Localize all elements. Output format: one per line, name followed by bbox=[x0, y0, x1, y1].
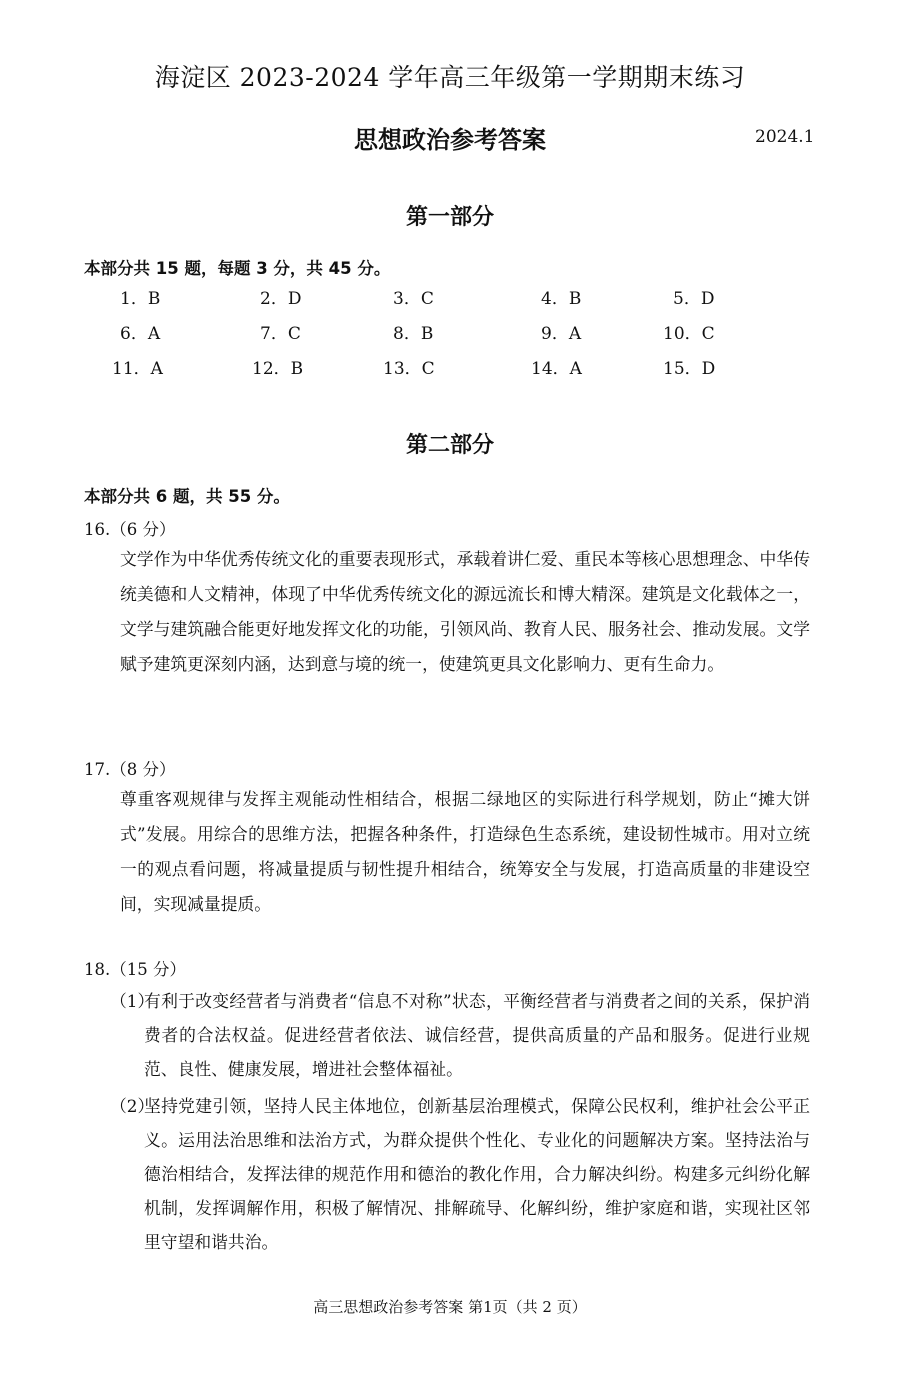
question-18-heading: 18.（15 分） bbox=[84, 960, 186, 979]
question-16-heading: 16.（6 分） bbox=[84, 520, 176, 539]
answer-row bbox=[0, 319, 900, 354]
answer-item: 13．C bbox=[383, 359, 435, 379]
question-18-part-2 bbox=[110, 1089, 810, 1259]
sub-question-mark: （2） bbox=[110, 1096, 155, 1116]
sub-question-answer: 有利于改变经营者与消费者“信息不对称”状态，平衡经营者与消费者之间的关系，保护消费者的合法权益。促进经营者依法、诚信经营，提供高质量的产品和服务。促进行业规范、良性、健康发展，增进社会整体福祉。 bbox=[144, 991, 810, 1079]
answer-item: 4．B bbox=[541, 289, 582, 309]
answer-item: 12．B bbox=[252, 359, 304, 379]
part1-intro: 本部分共 15 题，每题 3 分，共 45 分。 bbox=[84, 259, 391, 278]
question-16-answer: 文学作为中华优秀传统文化的重要表现形式，承载着讲仁爱、重民本等核心思想理念、中华传统美德和人文精神，体现了中华优秀传统文化的源远流长和博大精深。建筑是文化载体之一，文学与建筑融合能更好地发挥文化的功能，引领风尚、教育人民、服务社会、推动发展。文学赋予建筑更深刻内涵，达到意与境的统一，使建筑更具文化影响力、更有生命力。 bbox=[120, 549, 810, 674]
part1-title: 第一部分 bbox=[405, 205, 494, 230]
answer-item: 1．B bbox=[120, 289, 161, 309]
document-title: 海淀区 2023-2024 学年高三年级第一学期期末练习 bbox=[154, 63, 746, 92]
part2-title: 第二部分 bbox=[405, 433, 494, 458]
document-subtitle: 思想政治参考答案 bbox=[354, 126, 546, 154]
answer-item: 6．A bbox=[120, 324, 161, 344]
answer-item: 15．D bbox=[663, 359, 716, 379]
answer-item: 7．C bbox=[260, 324, 301, 344]
answer-item: 3．C bbox=[393, 289, 434, 309]
answer-item: 9．A bbox=[541, 324, 582, 344]
sub-question-mark: （1） bbox=[110, 991, 155, 1011]
question-18-part-1 bbox=[110, 984, 810, 1086]
sub-question-answer: 坚持党建引领，坚持人民主体地位，创新基层治理模式，保障公民权利，维护社会公平正义。运用法治思维和法治方式，为群众提供个性化、专业化的问题解决方案。坚持法治与德治相结合，发挥法律的规范作用和德治的教化作用，合力解决纠纷。构建多元纠纷化解机制，发挥调解作用，积极了解情况、排解疏导、化解纠纷，维护家庭和谐，实现社区邻里守望和谐共治。 bbox=[144, 1096, 810, 1252]
part2-intro: 本部分共 6 题，共 55 分。 bbox=[84, 487, 290, 506]
answer-item: 8．B bbox=[393, 324, 434, 344]
answer-item: 5．D bbox=[673, 289, 715, 309]
answer-item: 14．A bbox=[531, 359, 582, 379]
answer-item: 11．A bbox=[112, 359, 163, 379]
answer-item: 10．C bbox=[663, 324, 715, 344]
page-footer: 高三思想政治参考答案 第1页（共 2 页） bbox=[313, 1298, 587, 1316]
question-17-answer: 尊重客观规律与发挥主观能动性相结合，根据二绿地区的实际进行科学规划，防止“摊大饼式”发展。用综合的思维方法，把握各种条件，打造绿色生态系统，建设韧性城市。用对立统一的观点看问题，将减量提质与韧性提升相结合，统筹安全与发展，打造高质量的非建设空间，实现减量提质。 bbox=[120, 789, 810, 914]
answer-row bbox=[0, 284, 900, 319]
answer-grid bbox=[0, 284, 900, 389]
document-date: 2024.1 bbox=[755, 127, 815, 147]
answer-row bbox=[0, 354, 900, 389]
question-17-heading: 17.（8 分） bbox=[84, 760, 176, 779]
answer-item: 2．D bbox=[260, 289, 302, 309]
